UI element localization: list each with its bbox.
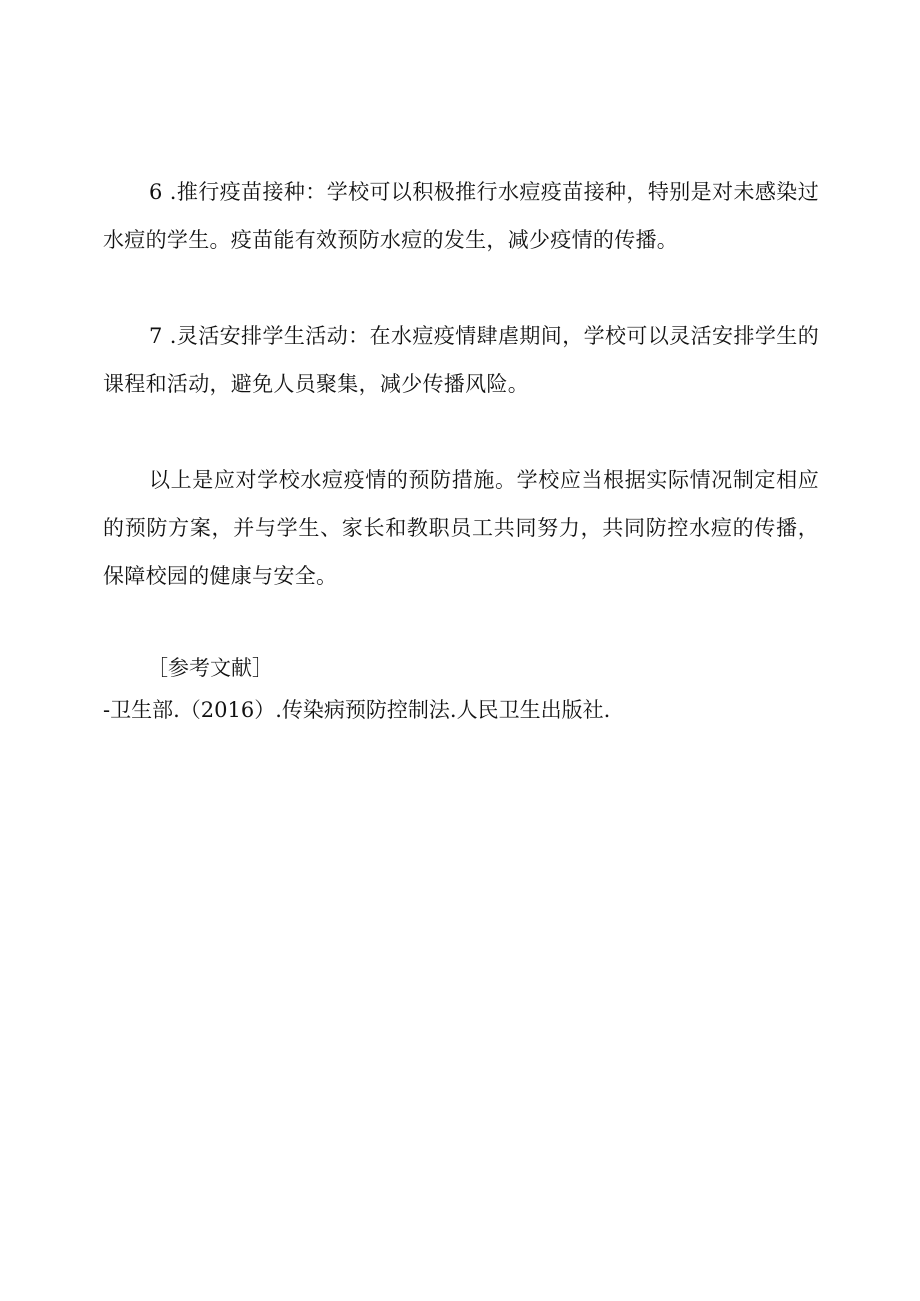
references-heading: ［参考文献］ [147,656,273,680]
paragraph-vaccination: 6 .推行疫苗接种：学校可以积极推行水痘疫苗接种，特别是对未感染过水痘的学生。疫苗能有效预防水痘的发生，减少疫情的传播。 [103,180,819,252]
paragraph-summary: 以上是应对学校水痘疫情的预防措施。学校应当根据实际情况制定相应的预防方案，并与学生、家长和教职员工共同努力，共同防控水痘的传播，保障校园的健康与安全。 [103,468,819,588]
reference-item: -卫生部.（2016）.传染病预防控制法.人民卫生出版社. [103,698,611,722]
paragraph-activities: 7 .灵活安排学生活动：在水痘疫情肆虐期间，学校可以灵活安排学生的课程和活动，避免人员聚集，减少传播风险。 [103,324,819,396]
